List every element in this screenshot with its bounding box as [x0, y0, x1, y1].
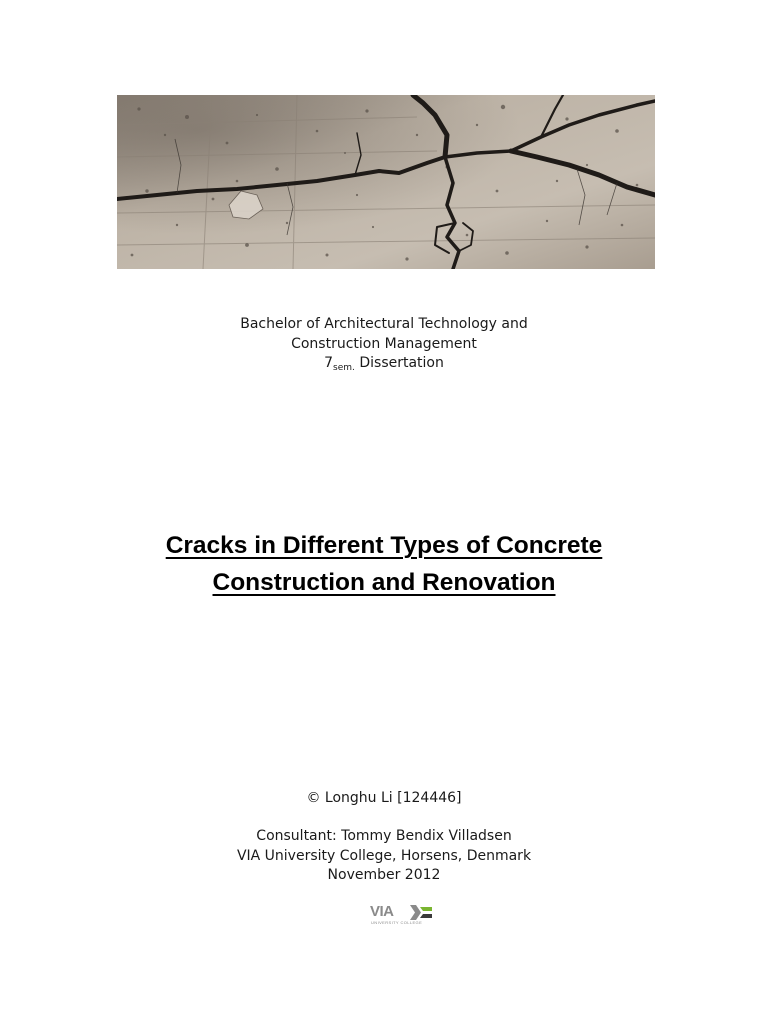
consultant-info: [0, 827, 768, 886]
cover-photo: [117, 95, 655, 269]
semester-sub: sem.: [333, 363, 355, 373]
title-line-1: Cracks in Different Types of Concrete: [165, 532, 603, 559]
consultant-name: Consultant: Tommy Bendix Villadsen: [256, 828, 512, 844]
semester-line: [0, 354, 768, 374]
program-line-1: Bachelor of Architectural Technology and: [240, 316, 528, 332]
document-title: [0, 527, 768, 601]
logo-wordmark: VIA: [370, 903, 394, 920]
institution: VIA University College, Horsens, Denmark: [236, 847, 532, 864]
via-logo: [370, 904, 432, 928]
date: November 2012: [327, 867, 441, 883]
author: © Longhu Li [124446]: [306, 790, 462, 806]
semester-number: 7: [324, 355, 334, 371]
semester-rest: Dissertation: [354, 355, 444, 371]
logo-subtitle: UNIVERSITY COLLEGE: [371, 920, 423, 925]
title-line-2: Construction and Renovation: [212, 569, 556, 596]
program-info: [0, 315, 768, 374]
logo-chevron-icon: [410, 905, 432, 920]
program-line-2: Construction Management: [291, 335, 477, 352]
